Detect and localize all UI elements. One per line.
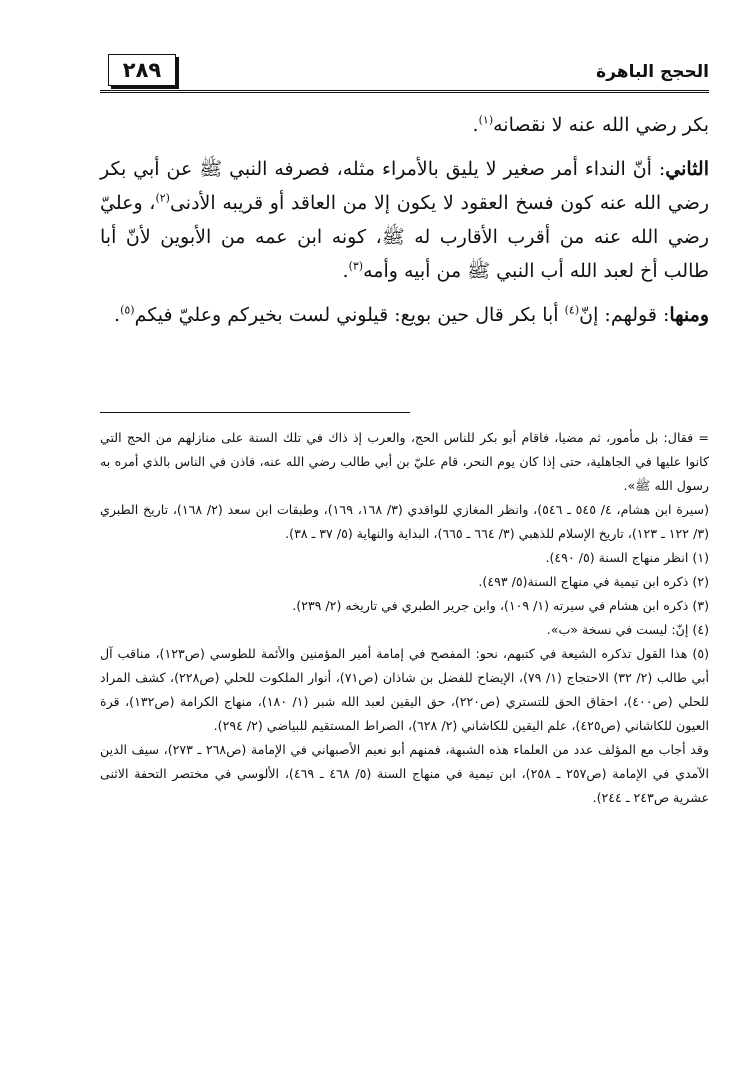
main-text bbox=[100, 108, 709, 342]
page-number: ٢٨٩ bbox=[108, 54, 176, 86]
footnote-ref-5: (٥) bbox=[120, 303, 135, 317]
header-rule bbox=[100, 90, 709, 93]
footnote-5-continuation: وقد أجاب مع المؤلف عدد من العلماء هذه الشبهة، فمنهم أبو نعيم الأصبهاني في الإمامة (ص٢٦٨ ـ ٢٧٣)، سيف الدين الآمدي في الإمامة (ص٢٥٧ ـ ٢٥٨)، ابن تيمية في منهاج السنة (٥/ ٤٦٨ ـ ٤٦٩)، الألوسي في مختصر التحفة الاثنى عشرية ص٢٤٣ ـ ٢٤٤). bbox=[100, 742, 709, 805]
p3-text-a: : قولهم: إنّ bbox=[579, 304, 670, 326]
p3-end: . bbox=[114, 304, 121, 326]
footnote-3: (٣) ذكره ابن هشام في سيرته (١/ ١٠٩)، وابن جرير الطبري في تاريخه (٢/ ٢٣٩). bbox=[292, 598, 709, 613]
p3-heading: ومنها bbox=[669, 304, 709, 326]
footnote-5: (٥) هذا القول تذكره الشيعة في كتبهم، نحو: المفصح في إمامة أمير المؤمنين والأئمة للطوسي (ص١٢٣)، مناقب آل أبي طالب (٢/ ٣٢) الاحتجاج (١/ ٧٩)، الإيضاح للفضل بن شاذان (ص٧١)، أنوار الملكوت للحلي (ص٢٢٨)، كشف المراد للحلي (ص٤٠٠)، احقاق الحق للتستري (ص٢٢٠)، حق اليقين لعبد الله شبر (١/ ١٨٠)، منهاج الكرامة (ص١٣٢)، قرة العيون للكاشاني (ص٤٢٥)، علم اليقين للكاشاني (٢/ ٦٢٨)، الصراط المستقيم للبياضي (٢/ ٢٩٤). bbox=[100, 646, 709, 733]
footnote-continuation: = فقال: بل مأمور، ثم مضيا، فاقام أبو بكر للناس الحج، والعرب إذ ذاك في تلك السنة على منازلهم من الحج التي كانوا عليها في الجاهلية، حتى إذا كان يوم النحر، قام عليّ بن أبي طالب رضي الله عنه، فاذن في الناس بالذي أمره به رسول الله ﷺ». bbox=[100, 430, 709, 493]
paragraph-1 bbox=[100, 108, 709, 142]
p1-text: بكر رضي الله عنه لا نقصانه bbox=[493, 114, 709, 136]
footnote-2: (٢) ذكره ابن تيمية في منهاج السنة(٥/ ٤٩٣). bbox=[478, 574, 709, 589]
p3-text-b: أبا بكر قال حين بويع: قيلوني لست بخيركم وعليّ فيكم bbox=[134, 304, 565, 326]
p2-heading: الثاني bbox=[665, 158, 709, 180]
footnote-ref-3: (٣) bbox=[348, 259, 364, 273]
footnote-ref-1: (١) bbox=[478, 113, 494, 127]
p1-end: . bbox=[472, 114, 479, 136]
page-header bbox=[100, 50, 709, 94]
footnote-separator bbox=[100, 412, 410, 413]
footnote-4: (٤) إنّ: ليست في نسخة «ب». bbox=[546, 622, 709, 637]
p2-text-a: : أنّ النداء أمر صغير لا يليق بالأمراء مثله، فصرفه النبي ﷺ عن أبي بكر رضي الله عنه كون فسخ العقود لا يكون إلا من العاقد أو قريبه الأدنى bbox=[100, 158, 710, 214]
book-title: الحجج الباهرة bbox=[596, 62, 709, 82]
footnote-ref-4: (٤) bbox=[564, 303, 580, 317]
footnote-ref-2: (٢) bbox=[155, 191, 170, 205]
paragraph-2 bbox=[100, 152, 709, 288]
footnotes bbox=[100, 426, 709, 810]
p2-end: . bbox=[342, 260, 349, 282]
paragraph-3 bbox=[100, 298, 709, 332]
footnote-continuation-sources: (سيرة ابن هشام، ٤/ ٥٤٥ ـ ٥٤٦)، وانظر المغازي للواقدي (٣/ ١٦٨، ١٦٩)، وطبقات ابن سعد (٢/ ١٦٨)، تاريخ الطبري (٣/ ١٢٢ ـ ١٢٣)، تاريخ الإسلام للذهبي (٣/ ٦٦٤ ـ ٦٦٥)، البداية والنهاية (٥/ ٣٧ ـ ٣٨). bbox=[100, 502, 710, 541]
p2-text-b: ، وعليّ رضي الله عنه من أقرب الأقارب له ﷺ، كونه ابن عمه من الأبوين لأنّ أبا طالب أخ لعبد الله أب النبي ﷺ من أبيه وأمه bbox=[100, 192, 709, 282]
footnote-1: (١) انظر منهاج السنة (٥/ ٤٩٠). bbox=[545, 550, 709, 565]
